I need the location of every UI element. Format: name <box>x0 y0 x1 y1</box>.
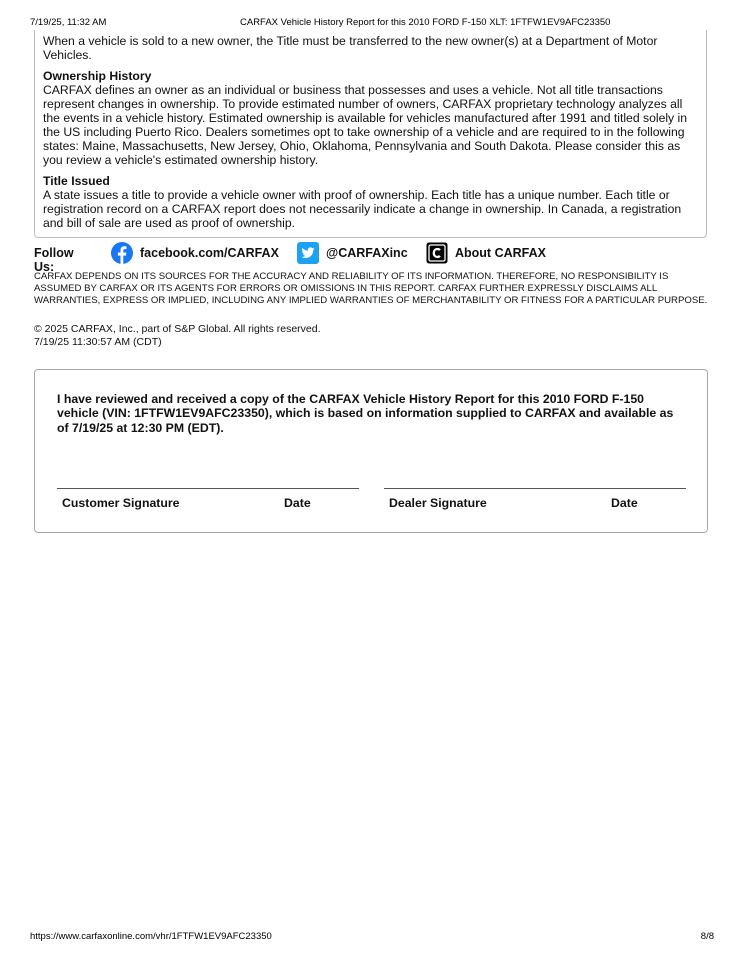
dealer-date-label: Date <box>611 496 638 510</box>
glossary-section <box>34 30 707 238</box>
copyright-block <box>34 323 321 348</box>
print-datetime: 7/19/25, 11:32 AM <box>30 17 107 28</box>
signature-acknowledgement-box <box>34 369 708 533</box>
page-number: 8/8 <box>700 931 714 942</box>
customer-date-label: Date <box>284 496 311 510</box>
copyright-text: © 2025 CARFAX, Inc., part of S&P Global. All rights reserved. <box>34 323 321 335</box>
glossary-definition-ownership-history: CARFAX defines an owner as an individual or business that possesses and uses a vehicle. Not all title transactions represent changes in ownership. To provide estimated number of owners, CARFAX proprietary technology analyzes all the events in a vehicle history. Estimated ownership is available for vehicles manufactured after 1991 and titled solely in the US including Puerto Rico. Dealers sometimes opt to take ownership of a vehicle and are required to in the following states: Maine, Massachusetts, New Jersey, Ohio, Oklahoma, Pennsylvania and South Dakota. Please consider this as you review a vehicle's estimated ownership history. <box>43 83 688 167</box>
dealer-signature-label: Dealer Signature <box>389 496 487 510</box>
legal-disclaimer: CARFAX DEPENDS ON ITS SOURCES FOR THE ACCURACY AND RELIABILITY OF ITS INFORMATION. THEREFORE, NO RESPONSIBILITY IS ASSUMED BY CARFAX OR ITS AGENTS FOR ERRORS OR OMISSIONS IN THIS REPORT. CARFAX FURTHER EXPRESSLY DISCLAIMS ALL WARRANTIES, EXPRESS OR IMPLIED, INCLUDING ANY IMPLIED WARRANTIES OF MERCHANTABILITY OR FITNESS FOR A PARTICULAR PURPOSE. <box>34 271 708 307</box>
follow-us-label: Follow Us: <box>34 246 74 274</box>
twitter-icon <box>297 242 319 264</box>
glossary-definition-title-issued: A state issues a title to provide a vehicle owner with proof of ownership. Each title has a unique number. Each title or registration record on a CARFAX report does not necessarily indicate a change in ownership. In Canada, a registration and bill of sale are used as proof of ownership. <box>43 188 682 230</box>
twitter-link-text: @CARFAXinc <box>326 246 408 260</box>
report-generated-timestamp: 7/19/25 11:30:57 AM (CDT) <box>34 335 162 348</box>
dealer-signature-line <box>384 488 686 489</box>
facebook-icon <box>111 242 133 264</box>
print-page-title: CARFAX Vehicle History Report for this 2010 FORD F-150 XLT: 1FTFW1EV9AFC23350 <box>240 17 611 28</box>
print-footer <box>30 931 714 945</box>
page-url[interactable]: https://www.carfaxonline.com/vhr/1FTFW1EV9AFC23350 <box>30 931 272 942</box>
customer-signature-line <box>57 488 359 489</box>
about-carfax-link-text: About CARFAX <box>455 246 546 260</box>
glossary-term-ownership-history: Ownership History <box>43 69 152 83</box>
print-header <box>30 17 712 31</box>
acknowledgement-text: I have reviewed and received a copy of the CARFAX Vehicle History Report for this 2010 FORD F-150 vehicle (VIN: 1FTFW1EV9AFC23350), which is based on information supplied to CARFAX and available as of 7/19/25 at 12:30 PM (EDT). <box>57 392 674 435</box>
glossary-intro-text: When a vehicle is sold to a new owner, the Title must be transferred to the new owner(s) at a Department of Motor Vehicles. <box>43 34 658 62</box>
carfax-logo-icon <box>426 242 448 264</box>
glossary-term-title-issued: Title Issued <box>43 174 110 188</box>
facebook-link-text: facebook.com/CARFAX <box>140 246 279 260</box>
customer-signature-label: Customer Signature <box>62 496 180 510</box>
